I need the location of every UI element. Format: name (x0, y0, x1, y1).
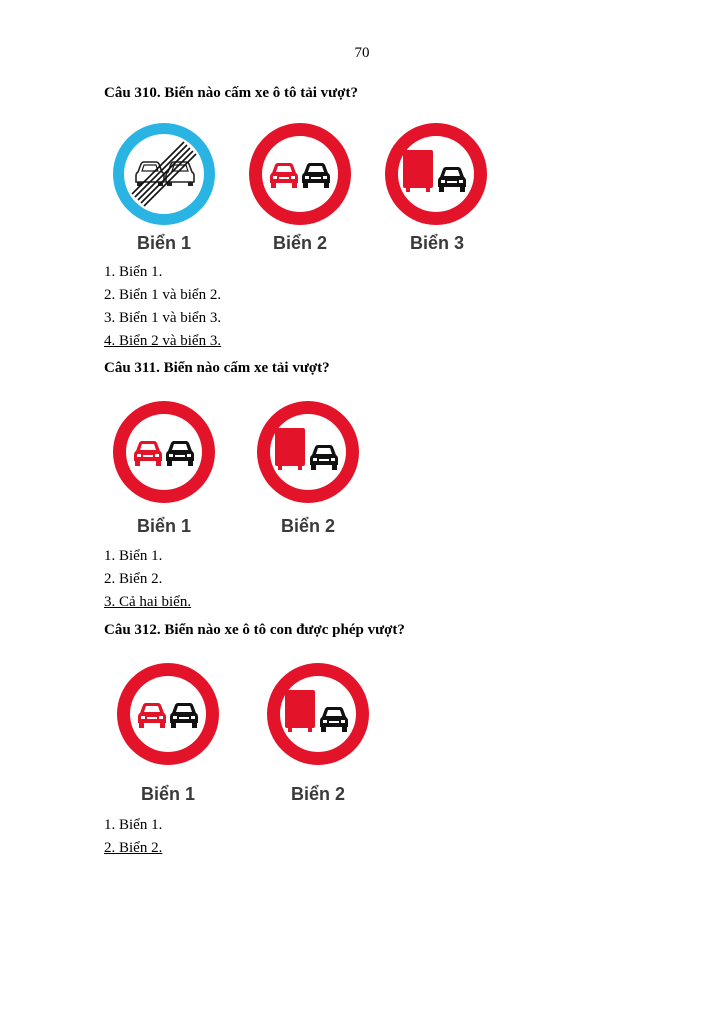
sign-no-overtaking-trucks-icon (261, 657, 375, 771)
sign-no-overtaking-cars-icon (243, 117, 357, 231)
sign-no-overtaking-cars-icon (111, 657, 225, 771)
sign-label: Biển 2 (280, 516, 336, 536)
question-312-title: Câu 312. Biển nào xe ô tô con được phép vượt? (104, 622, 405, 638)
answer-option: 2. Biển 2. (104, 571, 163, 587)
sign-no-overtaking-trucks-icon (251, 395, 365, 509)
answer-option-correct: 3. Cả hai biển. (104, 594, 192, 610)
sign-no-overtaking-trucks-icon (379, 117, 493, 231)
answer-option: 1. Biển 1. (104, 264, 163, 280)
question-310-title: Câu 310. Biển nào cấm xe ô tô tải vượt? (104, 85, 358, 101)
sign-label: Biển 1 (140, 784, 196, 804)
answer-option: 1. Biển 1. (104, 548, 163, 564)
sign-label: Biển 1 (136, 233, 192, 253)
page-number: 70 (354, 45, 370, 61)
answer-option: 2. Biển 1 và biển 2. (104, 287, 222, 303)
answer-option: 1. Biển 1. (104, 817, 163, 833)
question-311-title: Câu 311. Biển nào cấm xe tải vượt? (104, 360, 330, 376)
sign-label: Biển 2 (272, 233, 328, 253)
sign-end-no-overtaking-icon (107, 117, 221, 231)
answer-option: 3. Biển 1 và biển 3. (104, 310, 222, 326)
sign-label: Biển 1 (136, 516, 192, 536)
sign-label: Biển 2 (290, 784, 346, 804)
answer-option-correct: 4. Biển 2 và biển 3. (104, 333, 222, 349)
answer-option-correct: 2. Biển 2. (104, 840, 163, 856)
sign-label: Biển 3 (409, 233, 465, 253)
sign-no-overtaking-cars-icon (107, 395, 221, 509)
